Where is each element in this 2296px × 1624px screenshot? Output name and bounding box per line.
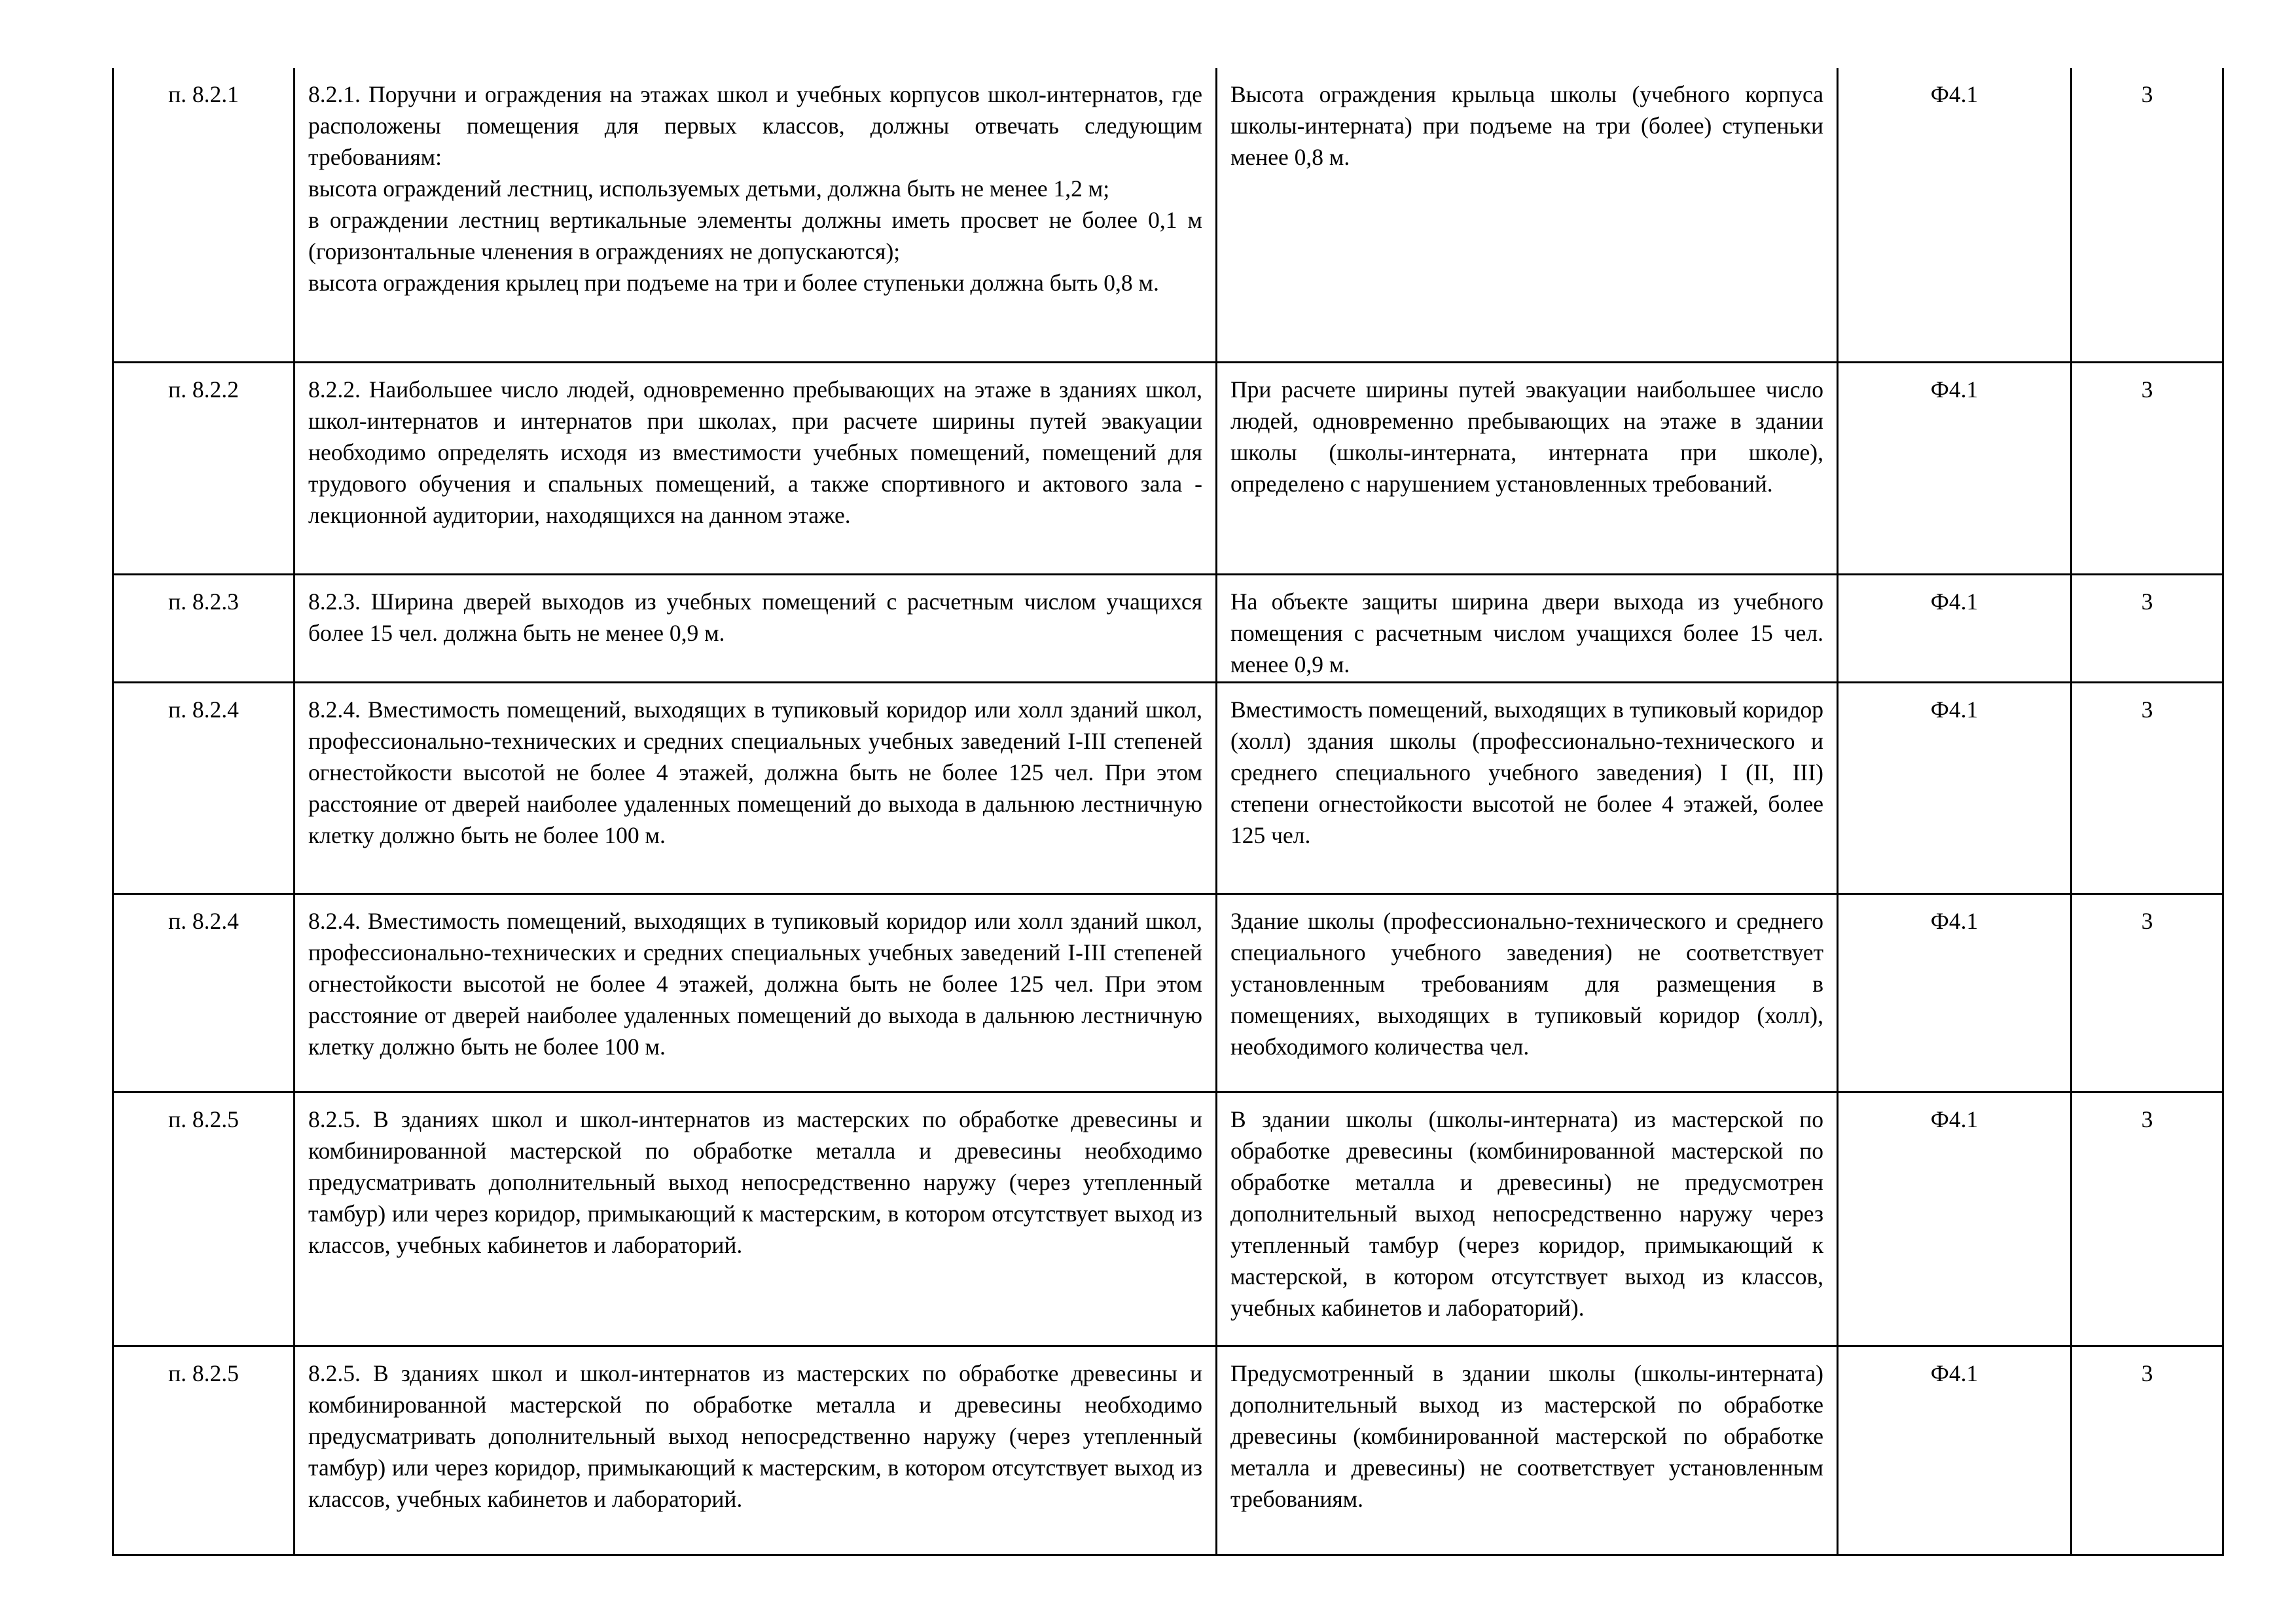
functional-class: Ф4.1 [1838, 893, 2072, 1092]
functional-class: Ф4.1 [1838, 68, 2072, 362]
table-row [113, 682, 2223, 893]
clause-reference: п. 8.2.5 [113, 1346, 295, 1555]
requirement-text [295, 574, 1217, 682]
table-row [113, 362, 2223, 574]
requirement-paragraph: 8.2.4. Вместимость помещений, выходящих в тупиковый коридор или холл зданий школ, профессионально-технических и средних специальных учебных заведений I-III степеней огнестойкости высотой не более 4 этажей, должна быть не более 125 чел. При этом расстояние от дверей наиболее удаленных помещений до выхода в дальнюю лестничную клетку должно быть не более 100 м. [308, 696, 1202, 848]
functional-class: Ф4.1 [1838, 362, 2072, 574]
requirement-text [295, 682, 1217, 893]
table-row [113, 68, 2223, 362]
clause-reference: п. 8.2.4 [113, 893, 295, 1092]
requirement-text [295, 68, 1217, 362]
severity-value: 3 [2072, 682, 2223, 893]
table-row [113, 574, 2223, 682]
clause-reference: п. 8.2.3 [113, 574, 295, 682]
violation-description: При расчете ширины путей эвакуации наибольшее число людей, одновременно пребывающих на этаже в здании школы (школы-интерната, интерната при школе), определено с нарушением установленных требований. [1217, 362, 1838, 574]
clause-reference: п. 8.2.1 [113, 68, 295, 362]
requirement-paragraph: высота ограждений лестниц, используемых детьми, должна быть не менее 1,2 м; [308, 175, 1110, 202]
table-row [113, 893, 2223, 1092]
requirement-text [295, 1346, 1217, 1555]
requirement-paragraph: 8.2.3. Ширина дверей выходов из учебных помещений с расчетным числом учащихся более 15 чел. должна быть не менее 0,9 м. [308, 588, 1202, 646]
functional-class: Ф4.1 [1838, 574, 2072, 682]
severity-value: 3 [2072, 362, 2223, 574]
severity-value: 3 [2072, 893, 2223, 1092]
violation-description: Предусмотренный в здании школы (школы-интерната) дополнительный выход из мастерской по обработке древесины (комбинированной мастерской по обработке металла и древесины) не соответствует установленным требованиям. [1217, 1346, 1838, 1555]
functional-class: Ф4.1 [1838, 682, 2072, 893]
requirement-text [295, 1092, 1217, 1346]
requirement-text [295, 893, 1217, 1092]
violation-description: Здание школы (профессионально-технического и среднего специального учебного заведения) не соответствует установленным требованиям для размещения в помещениях, выходящих в тупиковый коридор (холл), необходимого количества чел. [1217, 893, 1838, 1092]
violation-description: В здании школы (школы-интерната) из мастерской по обработке древесины (комбинированной мастерской по обработке металла и древесины) не предусмотрен дополнительный выход непосредственно наружу через утепленный тамбур (через коридор, примыкающий к мастерской, в котором отсутствует выход из классов, учебных кабинетов и лабораторий). [1217, 1092, 1838, 1346]
requirement-paragraph: 8.2.5. В зданиях школ и школ-интернатов из мастерских по обработке древесины и комбинированной мастерской по обработке металла и древесины необходимо предусматривать дополнительный выход непосредственно наружу (через утепленный тамбур) или через коридор, примыкающий к мастерским, в котором отсутствует выход из классов, учебных кабинетов и лабораторий. [308, 1360, 1202, 1512]
violation-description: На объекте защиты ширина двери выхода из учебного помещения с расчетным числом учащихся более 15 чел. менее 0,9 м. [1217, 574, 1838, 682]
requirement-paragraph: 8.2.2. Наибольшее число людей, одновременно пребывающих на этаже в зданиях школ, школ-интернатов и интернатов при школах, при расчете ширины путей эвакуации необходимо определять исходя из вместимости учебных помещений, помещений для трудового обучения и спальных помещений, а также спортивного и актового зала - лекционной аудитории, находящихся на данном этаже. [308, 376, 1202, 528]
requirement-paragraph: высота ограждения крылец при подъеме на три и более ступеньки должна быть 0,8 м. [308, 270, 1159, 296]
requirement-paragraph: 8.2.1. Поручни и ограждения на этажах школ и учебных корпусов школ-интернатов, где расположены помещения для первых классов, должны отвечать следующим требованиям: [308, 81, 1202, 170]
clause-reference: п. 8.2.4 [113, 682, 295, 893]
table-row [113, 1092, 2223, 1346]
severity-value: 3 [2072, 1346, 2223, 1555]
requirement-paragraph: в ограждении лестниц вертикальные элементы должны иметь просвет не более 0,1 м (горизонтальные членения в ограждениях не допускаются); [308, 207, 1202, 264]
severity-value: 3 [2072, 1092, 2223, 1346]
table-row [113, 1346, 2223, 1555]
violation-description: Высота ограждения крыльца школы (учебного корпуса школы-интерната) при подъеме на три (более) ступеньки менее 0,8 м. [1217, 68, 1838, 362]
requirement-text [295, 362, 1217, 574]
clause-reference: п. 8.2.2 [113, 362, 295, 574]
functional-class: Ф4.1 [1838, 1346, 2072, 1555]
severity-value: 3 [2072, 574, 2223, 682]
clause-reference: п. 8.2.5 [113, 1092, 295, 1346]
violation-description: Вместимость помещений, выходящих в тупиковый коридор (холл) здания школы (профессионально-технического и среднего специального учебного заведения) I (II, III) степени огнестойкости высотой не более 4 этажей, более 125 чел. [1217, 682, 1838, 893]
functional-class: Ф4.1 [1838, 1092, 2072, 1346]
requirement-paragraph: 8.2.5. В зданиях школ и школ-интернатов из мастерских по обработке древесины и комбинированной мастерской по обработке металла и древесины необходимо предусматривать дополнительный выход непосредственно наружу (через утепленный тамбур) или через коридор, примыкающий к мастерским, в котором отсутствует выход из классов, учебных кабинетов и лабораторий. [308, 1106, 1202, 1258]
requirement-paragraph: 8.2.4. Вместимость помещений, выходящих в тупиковый коридор или холл зданий школ, профессионально-технических и средних специальных учебных заведений I-III степеней огнестойкости высотой не более 4 этажей, должна быть не более 125 чел. При этом расстояние от дверей наиболее удаленных помещений до выхода в дальнюю лестничную клетку должно быть не более 100 м. [308, 907, 1202, 1060]
severity-value: 3 [2072, 68, 2223, 362]
requirements-table [112, 68, 2224, 1556]
